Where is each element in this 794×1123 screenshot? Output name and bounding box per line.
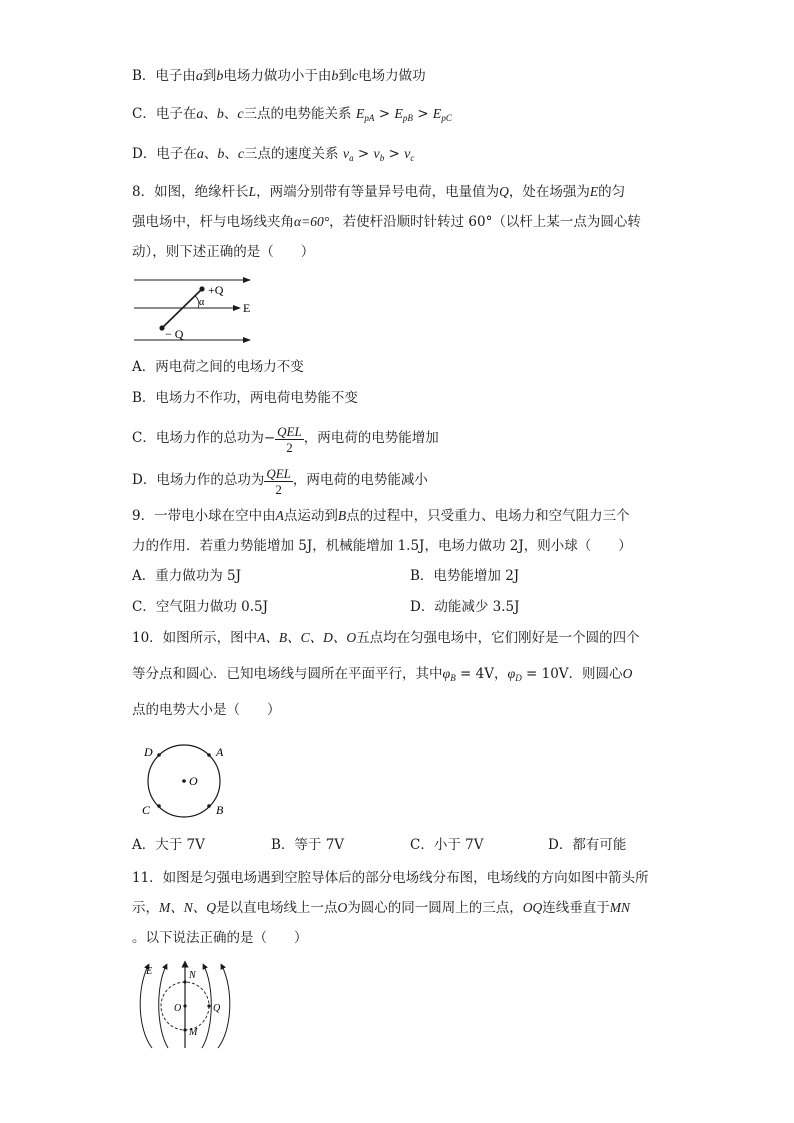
q10-option-a: A．大于 7V [132,837,205,853]
label-e: E [243,301,251,315]
q10-stem-line2: 等分点和圆心．已知电场线与圆所在平面平行，其中$\varphi_B = 4V$，$\varphi_D = 10V$．则圆心O [132,666,633,683]
q9-option-b: B．电势能增加 2J [410,568,520,584]
q10-figure [136,738,236,822]
q8-figure [132,272,262,348]
label-minus-q: − Q [165,327,184,341]
label-b: B [216,803,224,817]
q8-option-d: D．电场力作的总功为 $\frac{\text{QEL}}{2}$ ，两电荷的电势能减小 [132,466,428,497]
q8-option-a: A．两电荷之间的电场力不变 [132,359,304,375]
q10-option-d: D．都有可能 [548,837,627,853]
center-o-dot [182,779,186,783]
label-alpha: α [199,297,205,308]
label-m: M [189,1027,198,1038]
label-n: N [189,970,196,981]
label-q: Q [213,1003,221,1014]
point-b-dot [207,804,211,808]
q8-option-c: C．电场力作的总功为− $\frac{\text{QEL}}{2}$ ，两电荷的电势能增加 [132,424,439,455]
q7-option-b: B．电子由a到b电场力做功小于由b到c电场力做功 [132,68,426,84]
label-e: E [146,966,153,977]
label-o: O [174,1003,182,1014]
q10-option-b: B．等于 7V [271,837,345,853]
point-q-dot [207,1004,210,1007]
q10-stem-line3: 点的电势大小是（ ） [132,702,281,718]
q11-figure [132,958,242,1053]
negative-charge-dot [159,325,164,330]
label-o: O [189,774,198,788]
label-c: C [142,803,151,817]
q8-stem-line3: 动），则下述正确的是（ ） [132,244,315,260]
field-line-left-outer [140,966,152,1048]
q11-stem-line3: 。以下说法正确的是（ ） [132,930,308,946]
q7-option-d: D．电子在a、b、c三点的速度关系 $v_a > v_b > v_c$ [132,146,415,163]
q9-stem-line2: 力的作用．若重力势能增加 5J，机械能增加 1.5J，电场力做功 2J，则小球（ ） [132,538,632,554]
q9-stem-line1: 9．一带电小球在空中由A点运动到B点的过程中，只受重力、电场力和空气阻力三个 [132,508,630,524]
label-a: A [216,745,224,759]
label-plus-q: +Q [208,283,224,297]
q9-option-a: A．重力做功为 5J [132,568,242,584]
q8-option-b: B．电场力不作功，两电荷电势能不变 [132,390,358,406]
point-d-dot [157,753,161,757]
point-a-dot [207,753,211,757]
q11-stem-line2: 示，M、N、Q是以直电场线上一点O为圆心的同一圆周上的三点，OQ连线垂直于MN [132,900,630,916]
field-line-left-inner [159,966,168,1048]
q10-stem-line1: 10．如图所示，图中A、B、C、D、O五点均在匀强电场中，它们刚好是一个圆的四个 [132,630,640,646]
point-c-dot [157,804,161,808]
point-n-dot [183,980,186,983]
q9-option-d: D．动能减少 3.5J [410,599,520,615]
label-d: D [144,745,153,759]
q8-stem-line2: 强电场中，杆与电场线夹角α=60°，若使杆沿顺时针转过 60°（以杆上某一点为圆心转 [132,214,641,230]
positive-charge-dot [199,286,204,291]
point-o-dot [183,1004,186,1007]
q10-option-c: C．小于 7V [410,837,484,853]
q7-option-c: C．电子在a、b、c三点的电势能关系 $E_{pA} > E_{pB} > E_{pC}$ [132,106,452,123]
point-m-dot [183,1028,186,1031]
q8-stem-line1: 8．如图，绝缘杆长L，两端分别带有等量异号电荷，电量值为Q，处在场强为E的匀 [132,184,626,200]
q11-stem-line1: 11．如图是匀强电场遇到空腔导体后的部分电场线分布图，电场线的方向如图中箭头所 [132,870,649,886]
q9-option-c: C．空气阻力做功 0.5J [132,599,269,615]
